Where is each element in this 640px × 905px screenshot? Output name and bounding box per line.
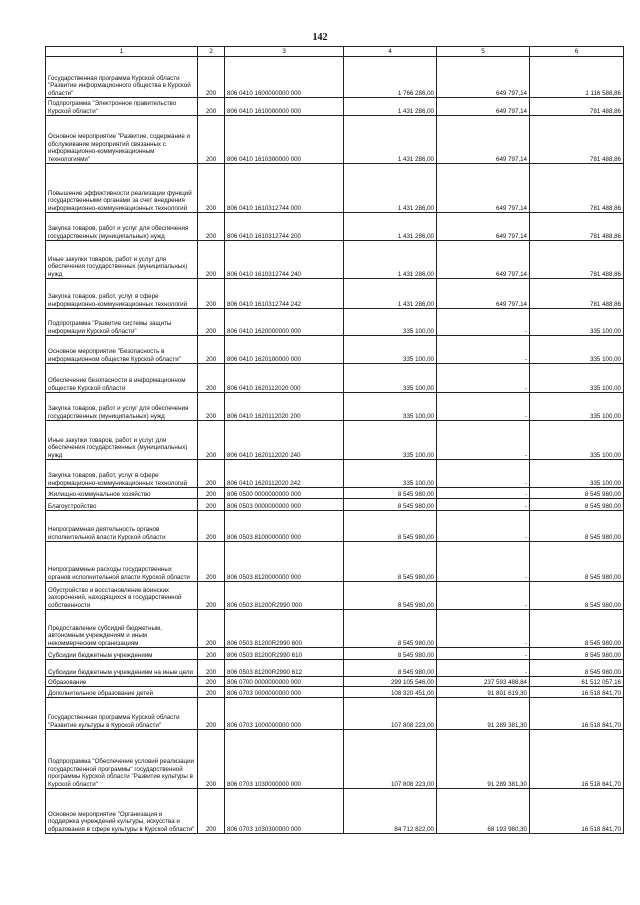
table-row xyxy=(46,488,624,499)
row-name-cell: Иные закупки товаров, работ и услуг для обеспечения государственных (муниципальных) нужд xyxy=(46,241,198,279)
row-name-cell: Государственная программа Курской области "Развитие информационного общества в Курской области" xyxy=(46,57,198,98)
row-code-cell: 806 0703 0000000000 000 xyxy=(225,687,344,698)
row-type-cell: 200 xyxy=(198,279,225,309)
row-name-cell: Подпрограмма "Обеспечение условий реализации государственной программы" государственной программы Курской области "Развитие культуры в Курской области" xyxy=(46,730,198,789)
row-type-cell: 200 xyxy=(198,164,225,213)
row-name-cell: Образование xyxy=(46,677,198,687)
row-name-cell: Подпрограмма "Электронное правительство Курской области" xyxy=(46,98,198,116)
row-value-col6: 8 545 980,00 xyxy=(530,648,624,660)
row-code-cell: 806 0410 1600000000 000 xyxy=(225,57,344,98)
row-value-col4: 8 545 980,00 xyxy=(344,542,437,582)
table-row xyxy=(46,698,624,730)
table-row xyxy=(46,677,624,687)
row-value-col4: 1 431 286,00 xyxy=(344,164,437,213)
table-row xyxy=(46,648,624,660)
row-value-col4: 1 766 286,00 xyxy=(344,57,437,98)
row-code-cell: 806 0410 1620100000 000 xyxy=(225,336,344,364)
table-row xyxy=(46,660,624,677)
row-value-col4: 8 545 980,00 xyxy=(344,610,437,648)
row-type-cell: 200 xyxy=(198,393,225,421)
row-name-cell: Основное мероприятие "Развитие, содержание и обслуживание мероприятий связанных с информационно-коммуникационным технологиями" xyxy=(46,116,198,164)
row-value-col5: 649 797,14 xyxy=(437,164,530,213)
row-name-cell: Субсидии бюджетным учреждениям на иные цели xyxy=(46,660,198,677)
row-value-col5: - xyxy=(437,542,530,582)
column-header: 6 xyxy=(530,47,624,57)
row-value-col5: 237 593 488,84 xyxy=(437,677,530,687)
row-value-col4: 1 431 286,00 xyxy=(344,116,437,164)
row-type-cell: 200 xyxy=(198,460,225,488)
row-code-cell: 806 0410 1610312744 200 xyxy=(225,213,344,241)
row-value-col5: - xyxy=(437,610,530,648)
row-type-cell: 200 xyxy=(198,511,225,542)
row-type-cell: 200 xyxy=(198,677,225,687)
row-value-col6: 335 100,00 xyxy=(530,364,624,393)
row-name-cell: Закупка товаров, работ, услуг в сфере информационно-коммуникационных технологий xyxy=(46,460,198,488)
row-value-col6: 16 518 841,70 xyxy=(530,687,624,698)
row-value-col6: 781 488,86 xyxy=(530,98,624,116)
row-value-col6: 335 100,00 xyxy=(530,336,624,364)
row-type-cell: 200 xyxy=(198,116,225,164)
table-row xyxy=(46,511,624,542)
row-code-cell: 806 0410 1620112020 240 xyxy=(225,421,344,460)
row-value-col6: 335 100,00 xyxy=(530,421,624,460)
row-value-col5: 68 193 980,30 xyxy=(437,789,530,834)
table-row xyxy=(46,393,624,421)
row-value-col4: 1 431 286,00 xyxy=(344,213,437,241)
table-header-row xyxy=(46,47,624,57)
row-value-col4: 335 100,00 xyxy=(344,336,437,364)
row-value-col6: 8 545 980,00 xyxy=(530,511,624,542)
row-name-cell: Обеспечение безопасности в информационном обществе Курской области xyxy=(46,364,198,393)
row-code-cell: 806 0410 1610300000 000 xyxy=(225,116,344,164)
table-row xyxy=(46,364,624,393)
row-value-col4: 108 320 451,00 xyxy=(344,687,437,698)
row-value-col5: - xyxy=(437,364,530,393)
row-value-col4: 335 100,00 xyxy=(344,309,437,336)
row-code-cell: 806 0410 1610000000 000 xyxy=(225,98,344,116)
row-value-col4: 8 545 980,00 xyxy=(344,582,437,610)
row-name-cell: Благоустройство xyxy=(46,499,198,511)
row-value-col5: 649 797,14 xyxy=(437,57,530,98)
row-code-cell: 806 0703 1000000000 000 xyxy=(225,698,344,730)
row-name-cell: Основное мероприятие "Безопасность в информационном обществе Курской области" xyxy=(46,336,198,364)
row-value-col4: 1 431 286,00 xyxy=(344,98,437,116)
row-value-col5: - xyxy=(437,421,530,460)
row-code-cell: 806 0703 1030000000 000 xyxy=(225,730,344,789)
row-type-cell: 200 xyxy=(198,488,225,499)
row-name-cell: Непрограммная деятельность органов исполнительной власти Курской области xyxy=(46,511,198,542)
row-value-col4: 84 712 822,00 xyxy=(344,789,437,834)
table-row xyxy=(46,336,624,364)
table-row xyxy=(46,730,624,789)
row-code-cell: 806 0410 1620112020 200 xyxy=(225,393,344,421)
row-value-col6: 16 518 841,70 xyxy=(530,730,624,789)
row-value-col5: 91 801 619,30 xyxy=(437,687,530,698)
column-header: 5 xyxy=(437,47,530,57)
row-type-cell: 200 xyxy=(198,241,225,279)
row-type-cell: 200 xyxy=(198,789,225,834)
table-row xyxy=(46,116,624,164)
column-header: 3 xyxy=(225,47,344,57)
row-value-col4: 8 545 980,00 xyxy=(344,499,437,511)
row-value-col4: 335 100,00 xyxy=(344,460,437,488)
row-type-cell: 200 xyxy=(198,648,225,660)
table-row xyxy=(46,309,624,336)
row-type-cell: 200 xyxy=(198,542,225,582)
row-value-col6: 8 545 980,00 xyxy=(530,610,624,648)
row-value-col5: 91 289 381,30 xyxy=(437,698,530,730)
row-code-cell: 806 0410 1620000000 000 xyxy=(225,309,344,336)
row-code-cell: 806 0503 0000000000 000 xyxy=(225,499,344,511)
row-value-col6: 781 488,86 xyxy=(530,116,624,164)
row-value-col5: - xyxy=(437,393,530,421)
row-name-cell: Непрограммные расходы государственных органов исполнительной власти Курской области xyxy=(46,542,198,582)
row-value-col6: 781 488,86 xyxy=(530,241,624,279)
row-value-col6: 781 488,86 xyxy=(530,279,624,309)
row-type-cell: 200 xyxy=(198,98,225,116)
row-code-cell: 806 0410 1620112020 242 xyxy=(225,460,344,488)
row-type-cell: 200 xyxy=(198,421,225,460)
row-value-col5: - xyxy=(437,499,530,511)
column-header: 2 xyxy=(198,47,225,57)
row-code-cell: 806 0503 8100000000 000 xyxy=(225,511,344,542)
row-type-cell: 200 xyxy=(198,309,225,336)
row-type-cell: 200 xyxy=(198,57,225,98)
row-value-col4: 1 431 286,00 xyxy=(344,241,437,279)
row-name-cell: Предоставление субсидий бюджетным, автономным учреждениям и иным некоммерческим организациям xyxy=(46,610,198,648)
column-header: 4 xyxy=(344,47,437,57)
page-number: 142 xyxy=(312,32,328,43)
column-header: 1 xyxy=(46,47,198,57)
row-code-cell: 806 0500 0000000000 000 xyxy=(225,488,344,499)
row-code-cell: 806 0410 1610312744 240 xyxy=(225,241,344,279)
row-value-col4: 335 100,00 xyxy=(344,421,437,460)
table-row xyxy=(46,542,624,582)
row-value-col6: 8 545 980,00 xyxy=(530,660,624,677)
table-row xyxy=(46,241,624,279)
row-name-cell: Повышение эффективности реализации функций государственными органами за счет внедрения информационно-коммуникационных технологий xyxy=(46,164,198,213)
row-value-col4: 107 808 223,00 xyxy=(344,698,437,730)
row-code-cell: 806 0703 1030300000 000 xyxy=(225,789,344,834)
row-name-cell: Жилищно-коммунальное хозяйство xyxy=(46,488,198,499)
row-type-cell: 200 xyxy=(198,660,225,677)
row-value-col5: - xyxy=(437,582,530,610)
table-row xyxy=(46,582,624,610)
row-code-cell: 806 0410 1610312744 242 xyxy=(225,279,344,309)
row-code-cell: 806 0410 1610312744 000 xyxy=(225,164,344,213)
row-value-col4: 107 808 223,00 xyxy=(344,730,437,789)
row-name-cell: Государственная программа Курской области "Развитие культуры в Курской области" xyxy=(46,698,198,730)
table-row xyxy=(46,279,624,309)
row-name-cell: Иные закупки товаров, работ и услуг для обеспечения государственных (муниципальных) нужд xyxy=(46,421,198,460)
row-value-col5: 649 797,14 xyxy=(437,116,530,164)
row-name-cell: Обустройство и восстановление воинских захоронений, находящихся в государственной собственности xyxy=(46,582,198,610)
row-name-cell: Субсидии бюджетным учреждениям xyxy=(46,648,198,660)
row-value-col5: - xyxy=(437,309,530,336)
row-value-col5: 649 797,14 xyxy=(437,213,530,241)
row-value-col4: 8 545 980,00 xyxy=(344,648,437,660)
row-value-col6: 8 545 980,00 xyxy=(530,542,624,582)
row-value-col6: 8 545 980,00 xyxy=(530,488,624,499)
row-code-cell: 806 0503 81200R2990 600 xyxy=(225,610,344,648)
row-name-cell: Закупка товаров, работ и услуг для обеспечения государственных (муниципальных) нужд xyxy=(46,393,198,421)
row-code-cell: 806 0503 81200R2990 612 xyxy=(225,660,344,677)
row-type-cell: 200 xyxy=(198,499,225,511)
table-row xyxy=(46,98,624,116)
row-name-cell: Дополнительное образование детей xyxy=(46,687,198,698)
row-value-col5: 649 797,14 xyxy=(437,98,530,116)
row-value-col6: 781 488,86 xyxy=(530,164,624,213)
row-name-cell: Закупка товаров, работ, услуг в сфере информационно-коммуникационных технологий xyxy=(46,279,198,309)
table-row xyxy=(46,460,624,488)
row-type-cell: 200 xyxy=(198,364,225,393)
table-row xyxy=(46,499,624,511)
row-value-col6: 1 116 588,86 xyxy=(530,57,624,98)
row-value-col5: - xyxy=(437,648,530,660)
table-row xyxy=(46,610,624,648)
row-value-col6: 781 488,86 xyxy=(530,213,624,241)
row-name-cell: Закупка товаров, работ и услуг для обеспечения государственных (муниципальных) нужд xyxy=(46,213,198,241)
row-code-cell: 806 0410 1620112020 000 xyxy=(225,364,344,393)
row-value-col4: 335 100,00 xyxy=(344,393,437,421)
row-type-cell: 200 xyxy=(198,698,225,730)
row-value-col6: 335 100,00 xyxy=(530,393,624,421)
row-value-col5: - xyxy=(437,660,530,677)
row-value-col4: 335 100,00 xyxy=(344,364,437,393)
row-value-col6: 61 512 057,16 xyxy=(530,677,624,687)
row-value-col6: 16 518 841,70 xyxy=(530,789,624,834)
row-code-cell: 806 0503 81200R2990 610 xyxy=(225,648,344,660)
row-value-col6: 335 100,00 xyxy=(530,309,624,336)
row-type-cell: 200 xyxy=(198,336,225,364)
row-value-col6: 8 545 980,00 xyxy=(530,582,624,610)
table-row xyxy=(46,789,624,834)
row-name-cell: Подпрограмма "Развитие системы защиты информации Курской области" xyxy=(46,309,198,336)
table-row xyxy=(46,164,624,213)
row-value-col4: 8 545 980,00 xyxy=(344,488,437,499)
row-value-col5: 91 289 381,30 xyxy=(437,730,530,789)
row-type-cell: 200 xyxy=(198,582,225,610)
row-value-col6: 335 100,00 xyxy=(530,460,624,488)
row-code-cell: 806 0503 81200R2990 000 xyxy=(225,582,344,610)
row-value-col6: 16 518 841,70 xyxy=(530,698,624,730)
row-value-col5: - xyxy=(437,511,530,542)
row-value-col4: 1 431 286,00 xyxy=(344,279,437,309)
row-value-col5: 649 797,14 xyxy=(437,279,530,309)
row-value-col6: 8 545 980,00 xyxy=(530,499,624,511)
budget-table xyxy=(45,46,624,834)
row-type-cell: 200 xyxy=(198,610,225,648)
table-row xyxy=(46,421,624,460)
row-value-col5: 649 797,14 xyxy=(437,241,530,279)
row-value-col5: - xyxy=(437,336,530,364)
row-code-cell: 806 0503 8120000000 000 xyxy=(225,542,344,582)
row-type-cell: 200 xyxy=(198,213,225,241)
table-row xyxy=(46,213,624,241)
table-row xyxy=(46,57,624,98)
row-value-col5: - xyxy=(437,460,530,488)
row-value-col4: 299 105 546,00 xyxy=(344,677,437,687)
row-value-col5: - xyxy=(437,488,530,499)
row-type-cell: 200 xyxy=(198,730,225,789)
row-value-col4: 8 545 980,00 xyxy=(344,660,437,677)
row-value-col4: 8 545 980,00 xyxy=(344,511,437,542)
table-body xyxy=(46,57,624,834)
row-name-cell: Основное мероприятие "Организация и поддержка учреждений культуры, искусства и образования в сфере культуры в Курской области" xyxy=(46,789,198,834)
row-code-cell: 806 0700 0000000000 000 xyxy=(225,677,344,687)
table-row xyxy=(46,687,624,698)
row-type-cell: 200 xyxy=(198,687,225,698)
